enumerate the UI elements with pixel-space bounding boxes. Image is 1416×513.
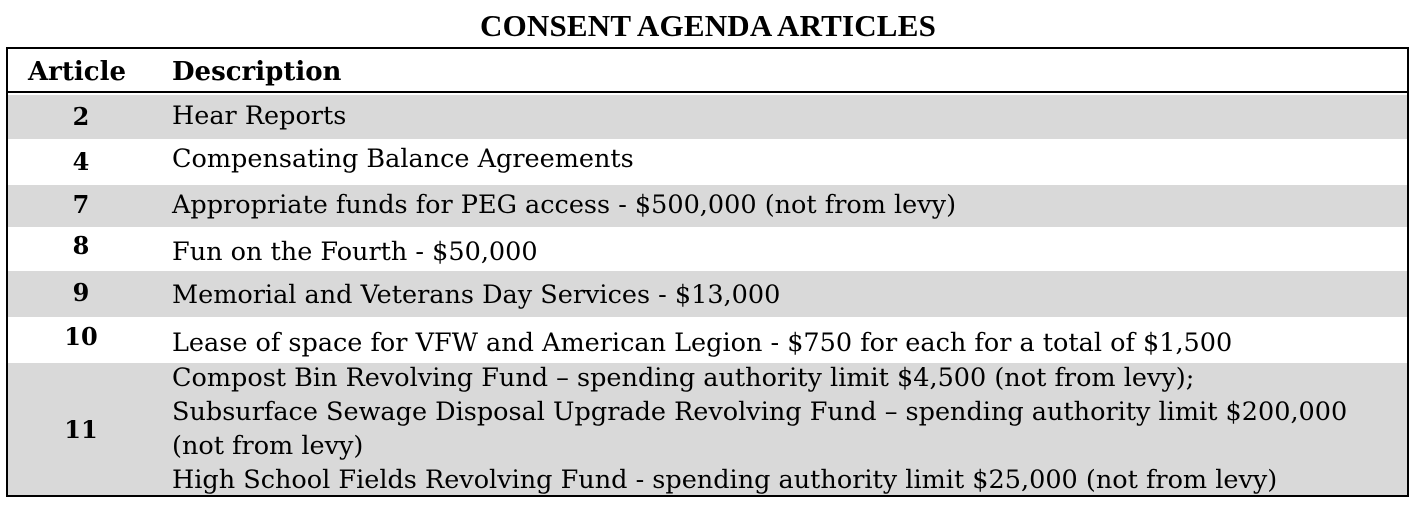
- table-row: [8, 363, 1407, 495]
- article-number: 11: [64, 415, 98, 444]
- article-description: [172, 142, 1397, 176]
- article-description: [172, 99, 1397, 133]
- description-line: High School Fields Revolving Fund - spending authority limit $25,000 (not from levy): [172, 465, 1278, 495]
- article-number: 10: [64, 322, 98, 351]
- description-line: Lease of space for VFW and American Legion - $750 for each for a total of $1,500: [172, 328, 1233, 358]
- description-line: Compost Bin Revolving Fund – spending authority limit $4,500 (not from levy);: [172, 363, 1195, 393]
- description-line: Hear Reports: [172, 101, 347, 131]
- article-number: 4: [72, 147, 90, 176]
- table-row: [8, 95, 1407, 139]
- description-line: (not from levy): [172, 431, 364, 461]
- description-line: Appropriate funds for PEG access - $500,000 (not from levy): [172, 190, 957, 220]
- article-description: [172, 278, 1397, 312]
- description-line: Memorial and Veterans Day Services - $13,000: [172, 280, 781, 310]
- article-description: [172, 235, 1397, 269]
- table-row: [8, 317, 1407, 363]
- table-row: [8, 185, 1407, 227]
- column-header-article: Article: [27, 57, 126, 87]
- column-header-description: Description: [172, 57, 342, 87]
- description-line: Compensating Balance Agreements: [172, 144, 634, 174]
- description-line: Subsurface Sewage Disposal Upgrade Revolving Fund – spending authority limit $200,000: [172, 397, 1348, 427]
- article-description: [172, 188, 1397, 222]
- table-row: [8, 139, 1407, 185]
- article-number: 2: [72, 102, 90, 131]
- table-header-row: [8, 49, 1407, 93]
- table-row: [8, 271, 1407, 317]
- article-description: [172, 326, 1397, 360]
- article-number: 7: [72, 190, 90, 219]
- article-number: 8: [72, 231, 90, 260]
- consent-agenda-table: [6, 47, 1409, 497]
- table-row: [8, 227, 1407, 271]
- article-number: 9: [72, 278, 90, 307]
- article-description: [172, 361, 1397, 497]
- description-line: Fun on the Fourth - $50,000: [172, 237, 538, 267]
- page-title: CONSENT AGENDA ARTICLES: [479, 8, 937, 43]
